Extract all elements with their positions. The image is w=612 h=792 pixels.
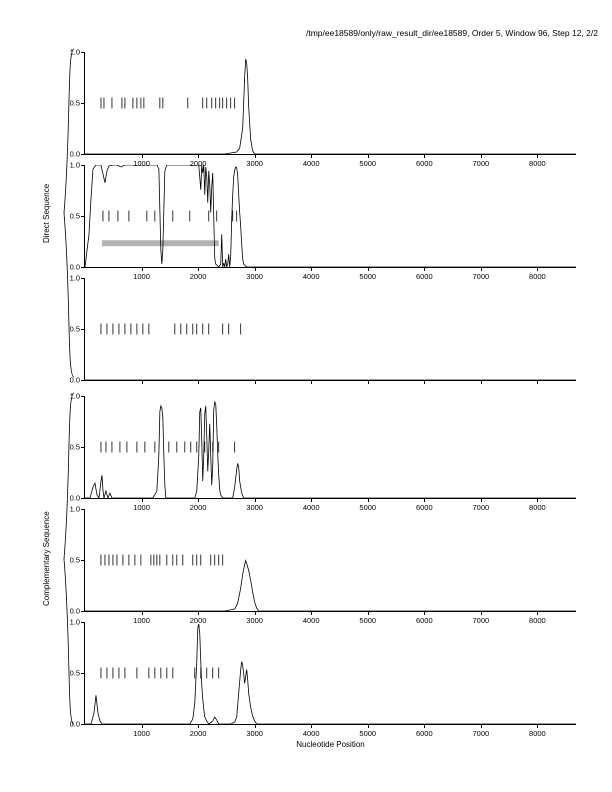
x-tickmark [142, 724, 143, 728]
y-tick-3-1: 0.5 [69, 324, 80, 334]
y-tickmark [81, 165, 85, 166]
x-tick-6-8000: 8000 [529, 729, 546, 738]
plot-panel-1 [69, 47, 576, 168]
x-tickmark [198, 611, 199, 615]
y-tickmark [81, 267, 85, 268]
y-tick-6-1: 0.5 [69, 668, 80, 678]
x-tick-4-1000: 1000 [133, 503, 150, 512]
x-tickmark [311, 380, 312, 384]
x-tickmark [368, 380, 369, 384]
x-tick-6-1000: 1000 [133, 729, 150, 738]
x-tick-5-2000: 2000 [189, 616, 207, 625]
x-tickmark [198, 267, 199, 271]
y-tick-4-2: 1.0 [69, 391, 80, 401]
x-tick-4-6000: 6000 [415, 503, 433, 512]
x-tickmark [198, 498, 199, 502]
x-tick-1-6000: 6000 [415, 159, 433, 168]
x-tick-4-4000: 4000 [302, 503, 320, 512]
x-tickmark [255, 267, 256, 271]
x-tickmark [537, 267, 538, 271]
plot-panel-2 [69, 160, 576, 281]
x-tickmark [537, 724, 538, 728]
x-tick-2-7000: 7000 [472, 272, 490, 281]
x-tick-5-6000: 6000 [415, 616, 433, 625]
x-tickmark [142, 267, 143, 271]
y-tickmark [81, 447, 85, 448]
figure-title: /tmp/ee18589/only/raw_result_dir/ee18589, Order 5, Window 96, Step 12, 2/2 [305, 28, 598, 38]
plot-area-1 [85, 52, 576, 154]
x-tickmark [537, 498, 538, 502]
x-tickmark [368, 498, 369, 502]
y-tickmark [81, 52, 85, 53]
y-tickmark [81, 611, 85, 612]
x-tickmark [198, 154, 199, 158]
y-tick-4-0: 0.0 [69, 493, 80, 503]
x-tick-1-4000: 4000 [302, 159, 320, 168]
x-tick-6-4000: 4000 [302, 729, 320, 738]
x-tick-1-1000: 1000 [133, 159, 150, 168]
x-tickmark [368, 267, 369, 271]
x-tickmark [368, 154, 369, 158]
y-tickmark [81, 329, 85, 330]
y-tickmark [81, 396, 85, 397]
x-tick-4-7000: 7000 [472, 503, 490, 512]
y-tick-2-0: 0.0 [69, 262, 80, 272]
y-tick-5-1: 0.5 [69, 555, 80, 565]
plot-area-3 [85, 278, 576, 380]
x-tickmark [255, 498, 256, 502]
x-tick-6-2000: 2000 [189, 729, 207, 738]
x-tickmark [424, 380, 425, 384]
y-tickmark [81, 103, 85, 104]
x-tick-2-4000: 4000 [302, 272, 320, 281]
x-tickmark [255, 611, 256, 615]
plot-panel-5 [69, 504, 576, 625]
x-tick-1-2000: 2000 [189, 159, 207, 168]
x-tickmark [481, 154, 482, 158]
x-tick-2-6000: 6000 [415, 272, 433, 281]
x-tickmark [198, 380, 199, 384]
x-tickmark [255, 380, 256, 384]
y-tick-3-2: 1.0 [69, 273, 80, 283]
x-tick-5-5000: 5000 [359, 616, 377, 625]
x-tick-5-3000: 3000 [246, 616, 263, 625]
x-tickmark [424, 611, 425, 615]
x-tickmark [311, 724, 312, 728]
x-tickmark [142, 611, 143, 615]
x-tickmark [481, 611, 482, 615]
y-tick-1-2: 1.0 [69, 47, 80, 57]
x-tickmark [368, 724, 369, 728]
y-tickmark [81, 154, 85, 155]
x-tickmark [255, 724, 256, 728]
x-tick-4-5000: 5000 [359, 503, 377, 512]
x-tick-4-3000: 3000 [246, 503, 263, 512]
x-tickmark [481, 498, 482, 502]
y-tickmark [81, 216, 85, 217]
x-tick-2-5000: 5000 [359, 272, 377, 281]
y-tickmark [81, 278, 85, 279]
y-tick-1-1: 0.5 [69, 98, 80, 108]
x-tick-1-5000: 5000 [359, 159, 377, 168]
y-tickmark [81, 560, 85, 561]
x-tick-2-8000: 8000 [529, 272, 546, 281]
x-tickmark [424, 724, 425, 728]
x-tick-1-8000: 8000 [529, 159, 546, 168]
y-tickmark [81, 622, 85, 623]
x-tickmark [142, 498, 143, 502]
x-tickmark [311, 267, 312, 271]
x-tick-1-3000: 3000 [246, 159, 263, 168]
plot-area-6 [85, 622, 576, 724]
x-tick-2-1000: 1000 [133, 272, 150, 281]
x-tick-5-1000: 1000 [133, 616, 150, 625]
x-tickmark [311, 498, 312, 502]
plot-panel-4 [69, 391, 576, 512]
x-tick-5-7000: 7000 [472, 616, 490, 625]
y-tick-1-0: 0.0 [69, 149, 80, 159]
x-tick-1-7000: 7000 [472, 159, 490, 168]
x-tickmark [537, 154, 538, 158]
x-tick-6-3000: 3000 [246, 729, 263, 738]
x-tickmark [481, 380, 482, 384]
y-tick-2-2: 1.0 [69, 160, 80, 170]
x-tickmark [537, 380, 538, 384]
x-tick-6-7000: 7000 [472, 729, 490, 738]
x-tickmark [424, 498, 425, 502]
x-tick-4-8000: 8000 [529, 503, 546, 512]
x-tickmark [537, 611, 538, 615]
y-tick-4-1: 0.5 [69, 442, 80, 452]
x-tickmark [142, 380, 143, 384]
group-label-direct: Direct Sequence [42, 183, 51, 243]
x-tick-5-8000: 8000 [529, 616, 546, 625]
x-tickmark [311, 154, 312, 158]
x-tickmark [142, 154, 143, 158]
y-tick-2-1: 0.5 [69, 211, 80, 221]
y-tick-5-0: 0.0 [69, 606, 80, 616]
y-tick-5-2: 1.0 [69, 504, 80, 514]
x-tick-2-3000: 3000 [246, 272, 263, 281]
y-tickmark [81, 380, 85, 381]
x-tick-6-5000: 5000 [359, 729, 377, 738]
y-tick-3-0: 0.0 [69, 375, 80, 385]
plot-area-5 [85, 509, 576, 611]
x-tickmark [311, 611, 312, 615]
x-tickmark [198, 724, 199, 728]
x-tickmark [255, 154, 256, 158]
x-tick-6-6000: 6000 [415, 729, 433, 738]
x-tick-4-2000: 2000 [189, 503, 207, 512]
x-tickmark [424, 267, 425, 271]
y-tick-6-0: 0.0 [69, 719, 80, 729]
y-tickmark [81, 724, 85, 725]
x-tickmark [368, 611, 369, 615]
x-tickmark [424, 154, 425, 158]
y-tickmark [81, 509, 85, 510]
x-tick-5-4000: 4000 [302, 616, 320, 625]
plot-area-2 [85, 165, 576, 267]
y-tickmark [81, 498, 85, 499]
x-tickmark [481, 724, 482, 728]
plot-panel-6 [69, 617, 576, 749]
x-axis-label: Nucleotide Position [296, 740, 365, 749]
x-tick-2-2000: 2000 [189, 272, 207, 281]
y-tickmark [81, 673, 85, 674]
group-label-complementary: Complementary Sequence [42, 511, 51, 607]
y-tick-6-2: 1.0 [69, 617, 80, 627]
plot-area-4 [85, 396, 576, 498]
x-tickmark [481, 267, 482, 271]
